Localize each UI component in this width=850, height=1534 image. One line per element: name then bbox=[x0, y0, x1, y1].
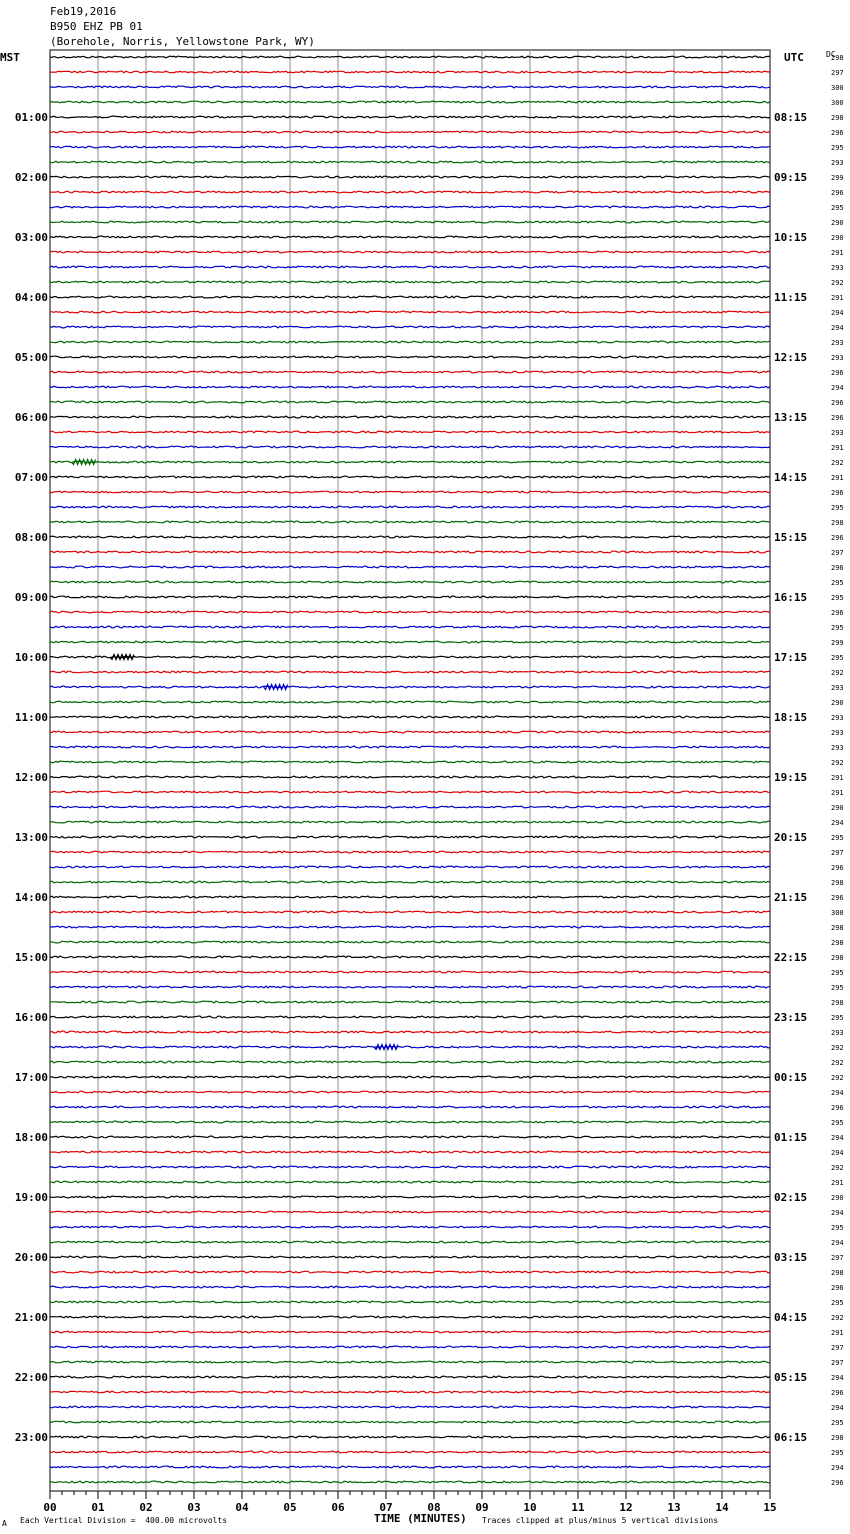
trace-line bbox=[50, 986, 770, 988]
trace-line bbox=[50, 1061, 770, 1063]
trace-line bbox=[50, 311, 770, 313]
dc-offset-label: 295 bbox=[831, 1419, 844, 1427]
right-hour-label: 14:15 bbox=[774, 471, 808, 484]
right-hour-label: 22:15 bbox=[774, 951, 808, 964]
trace-line bbox=[50, 1286, 770, 1288]
dc-offset-label: 294 bbox=[831, 309, 844, 317]
dc-offset-label: 293 bbox=[831, 1029, 844, 1037]
x-tick-label: 02 bbox=[139, 1501, 153, 1514]
trace-line bbox=[50, 926, 770, 928]
trace-line bbox=[50, 386, 770, 388]
dc-offset-label: 291 bbox=[831, 789, 844, 797]
trace-line bbox=[50, 116, 770, 118]
trace-line bbox=[50, 221, 770, 223]
right-hour-label: 21:15 bbox=[774, 891, 808, 904]
dc-offset-label: 298 bbox=[831, 924, 844, 932]
dc-offset-label: 299 bbox=[831, 174, 844, 182]
right-hour-label: 19:15 bbox=[774, 771, 808, 784]
trace-line bbox=[50, 1211, 770, 1213]
trace-line bbox=[50, 1256, 770, 1258]
dc-offset-label: 297 bbox=[831, 849, 844, 857]
dc-offset-label: 290 bbox=[831, 234, 844, 242]
right-hour-label: 08:15 bbox=[774, 111, 808, 124]
left-hour-label: 15:00 bbox=[14, 951, 48, 964]
header-location: (Borehole, Norris, Yellowstone Park, WY) bbox=[50, 35, 315, 48]
dc-offset-label: 290 bbox=[831, 1194, 844, 1202]
right-hour-label: 09:15 bbox=[774, 171, 808, 184]
trace-line bbox=[50, 611, 770, 613]
left-hour-label: 01:00 bbox=[14, 111, 48, 124]
x-tick-label: 07 bbox=[379, 1501, 393, 1514]
trace-line bbox=[50, 1451, 770, 1453]
trace-line bbox=[50, 356, 770, 358]
dc-offset-label: 293 bbox=[831, 429, 844, 437]
dc-offset-label: 294 bbox=[831, 1134, 844, 1142]
dc-offset-label: 298 bbox=[831, 519, 844, 527]
header-station: B950 EHZ PB 01 bbox=[50, 20, 143, 33]
trace-line bbox=[50, 896, 770, 898]
trace-line bbox=[50, 401, 770, 403]
x-tick-label: 01 bbox=[91, 1501, 105, 1514]
dc-offset-label: 297 bbox=[831, 549, 844, 557]
x-tick-label: 10 bbox=[523, 1501, 537, 1514]
dc-offset-label: 296 bbox=[831, 894, 844, 902]
x-tick-label: 00 bbox=[43, 1501, 57, 1514]
x-axis-title: TIME (MINUTES) bbox=[374, 1512, 467, 1525]
x-tick-label: 06 bbox=[331, 1501, 345, 1514]
right-timezone-label: UTC bbox=[784, 51, 804, 64]
dc-offset-label: 295 bbox=[831, 1119, 844, 1127]
dc-offset-label: 292 bbox=[831, 669, 844, 677]
right-hour-label: 04:15 bbox=[774, 1311, 808, 1324]
dc-offset-label: 295 bbox=[831, 1014, 844, 1022]
trace-line bbox=[50, 1031, 770, 1033]
trace-line bbox=[50, 911, 770, 913]
trace-line bbox=[50, 131, 770, 133]
dc-offset-label: 298 bbox=[831, 1269, 844, 1277]
left-hour-label: 06:00 bbox=[14, 411, 48, 424]
dc-offset-label: 298 bbox=[831, 114, 844, 122]
trace-line bbox=[50, 161, 770, 163]
x-tick-label: 03 bbox=[187, 1501, 201, 1514]
dc-offset-label: 295 bbox=[831, 834, 844, 842]
right-hour-label: 10:15 bbox=[774, 231, 808, 244]
dc-offset-label: 295 bbox=[831, 984, 844, 992]
trace-line bbox=[50, 806, 770, 808]
trace-line bbox=[50, 1391, 770, 1393]
left-hour-label: 03:00 bbox=[14, 231, 48, 244]
trace-line bbox=[50, 191, 770, 193]
left-hour-label: 18:00 bbox=[14, 1131, 48, 1144]
trace-line bbox=[50, 431, 770, 433]
dc-offset-label: 296 bbox=[831, 1479, 844, 1487]
trace-line bbox=[50, 1301, 770, 1303]
dc-offset-label: 297 bbox=[831, 1344, 844, 1352]
trace-line bbox=[50, 521, 770, 523]
dc-offset-label: 294 bbox=[831, 1209, 844, 1217]
dc-offset-label: 296 bbox=[831, 864, 844, 872]
trace-line bbox=[50, 1001, 770, 1003]
right-hour-label: 20:15 bbox=[774, 831, 808, 844]
dc-offset-label: 300 bbox=[831, 84, 844, 92]
trace-line bbox=[50, 1151, 770, 1153]
trace-line bbox=[50, 971, 770, 973]
trace-line bbox=[50, 716, 770, 718]
dc-offset-label: 295 bbox=[831, 1224, 844, 1232]
trace-line bbox=[50, 1331, 770, 1333]
dc-offset-label: 295 bbox=[831, 144, 844, 152]
trace-line bbox=[50, 71, 770, 73]
dc-offset-label: 296 bbox=[831, 1284, 844, 1292]
trace-line bbox=[50, 566, 770, 568]
trace-line bbox=[50, 416, 770, 418]
trace-line bbox=[50, 341, 770, 343]
dc-offset-label: 296 bbox=[831, 1389, 844, 1397]
dc-offset-label: 291 bbox=[831, 444, 844, 452]
trace-line bbox=[50, 1316, 770, 1318]
dc-offset-label: 293 bbox=[831, 354, 844, 362]
trace-line bbox=[50, 101, 770, 103]
dc-offset-label: 296 bbox=[831, 534, 844, 542]
dc-offset-label: 293 bbox=[831, 714, 844, 722]
dc-offset-label: 293 bbox=[831, 159, 844, 167]
trace-line bbox=[50, 1046, 770, 1048]
trace-line bbox=[50, 821, 770, 823]
dc-offset-label: 291 bbox=[831, 294, 844, 302]
dc-offset-label: 294 bbox=[831, 819, 844, 827]
right-hour-label: 18:15 bbox=[774, 711, 808, 724]
trace-line bbox=[50, 326, 770, 328]
trace-line bbox=[50, 1226, 770, 1228]
trace-line bbox=[50, 941, 770, 943]
dc-offset-label: 291 bbox=[831, 1179, 844, 1187]
dc-offset-label: 298 bbox=[831, 999, 844, 1007]
dc-offset-label: 295 bbox=[831, 579, 844, 587]
dc-offset-label: 298 bbox=[831, 54, 844, 62]
left-hour-label: 17:00 bbox=[14, 1071, 48, 1084]
trace-line bbox=[50, 1466, 770, 1468]
trace-line bbox=[50, 251, 770, 253]
left-hour-label: 08:00 bbox=[14, 531, 48, 544]
dc-offset-label: 291 bbox=[831, 1329, 844, 1337]
trace-line bbox=[50, 1076, 770, 1078]
right-hour-label: 17:15 bbox=[774, 651, 808, 664]
left-hour-label: 10:00 bbox=[14, 651, 48, 664]
left-hour-label: 13:00 bbox=[14, 831, 48, 844]
dc-offset-label: 297 bbox=[831, 1254, 844, 1262]
right-hour-label: 16:15 bbox=[774, 591, 808, 604]
dc-offset-label: 291 bbox=[831, 249, 844, 257]
dc-offset-label: 295 bbox=[831, 504, 844, 512]
x-tick-label: 08 bbox=[427, 1501, 441, 1514]
dc-offset-label: 290 bbox=[831, 699, 844, 707]
trace-line bbox=[50, 1361, 770, 1363]
right-hour-label: 05:15 bbox=[774, 1371, 808, 1384]
trace-line bbox=[50, 536, 770, 538]
right-hour-label: 11:15 bbox=[774, 291, 808, 304]
dc-offset-label: 292 bbox=[831, 1044, 844, 1052]
event-wiggle bbox=[110, 655, 134, 660]
trace-line bbox=[50, 851, 770, 853]
dc-offset-label: 295 bbox=[831, 1449, 844, 1457]
trace-line bbox=[50, 581, 770, 583]
trace-line bbox=[50, 1436, 770, 1438]
trace-line bbox=[50, 701, 770, 703]
trace-line bbox=[50, 551, 770, 553]
dc-offset-label: 298 bbox=[831, 939, 844, 947]
dc-offset-label: 294 bbox=[831, 1089, 844, 1097]
trace-line bbox=[50, 1091, 770, 1093]
trace-line bbox=[50, 686, 770, 688]
left-hour-label: 05:00 bbox=[14, 351, 48, 364]
dc-offset-label: 296 bbox=[831, 414, 844, 422]
dc-offset-label: 292 bbox=[831, 459, 844, 467]
dc-offset-label: 293 bbox=[831, 339, 844, 347]
dc-column-label: DC bbox=[826, 50, 836, 59]
trace-line bbox=[50, 176, 770, 178]
right-hour-label: 01:15 bbox=[774, 1131, 808, 1144]
trace-line bbox=[50, 446, 770, 448]
trace-line bbox=[50, 866, 770, 868]
x-tick-label: 09 bbox=[475, 1501, 489, 1514]
dc-offset-label: 297 bbox=[831, 69, 844, 77]
dc-offset-label: 292 bbox=[831, 1059, 844, 1067]
x-tick-label: 12 bbox=[619, 1501, 633, 1514]
dc-offset-label: 293 bbox=[831, 744, 844, 752]
dc-offset-label: 297 bbox=[831, 1359, 844, 1367]
left-hour-label: 09:00 bbox=[14, 591, 48, 604]
left-hour-label: 07:00 bbox=[14, 471, 48, 484]
trace-line bbox=[50, 746, 770, 748]
trace-line bbox=[50, 671, 770, 673]
left-hour-label: 04:00 bbox=[14, 291, 48, 304]
dc-offset-label: 292 bbox=[831, 1314, 844, 1322]
trace-line bbox=[50, 626, 770, 628]
x-tick-label: 15 bbox=[763, 1501, 777, 1514]
trace-line bbox=[50, 491, 770, 493]
trace-line bbox=[50, 1376, 770, 1378]
dc-offset-label: 295 bbox=[831, 969, 844, 977]
dc-offset-label: 296 bbox=[831, 399, 844, 407]
dc-offset-label: 295 bbox=[831, 1299, 844, 1307]
left-hour-label: 11:00 bbox=[14, 711, 48, 724]
dc-offset-label: 292 bbox=[831, 759, 844, 767]
trace-line bbox=[50, 1136, 770, 1138]
right-hour-label: 13:15 bbox=[774, 411, 808, 424]
trace-line bbox=[50, 86, 770, 88]
dc-offset-label: 299 bbox=[831, 639, 844, 647]
trace-line bbox=[50, 1181, 770, 1183]
dc-offset-label: 292 bbox=[831, 279, 844, 287]
trace-line bbox=[50, 596, 770, 598]
dc-offset-label: 294 bbox=[831, 1149, 844, 1157]
trace-line bbox=[50, 1121, 770, 1123]
trace-line bbox=[50, 1016, 770, 1018]
dc-offset-label: 300 bbox=[831, 909, 844, 917]
trace-line bbox=[50, 956, 770, 958]
trace-line bbox=[50, 56, 770, 58]
trace-line bbox=[50, 836, 770, 838]
trace-line bbox=[50, 1421, 770, 1423]
trace-line bbox=[50, 656, 770, 658]
trace-line bbox=[50, 206, 770, 208]
trace-line bbox=[50, 1481, 770, 1483]
dc-offset-label: 298 bbox=[831, 954, 844, 962]
dc-offset-label: 295 bbox=[831, 624, 844, 632]
dc-offset-label: 296 bbox=[831, 609, 844, 617]
x-tick-label: 04 bbox=[235, 1501, 249, 1514]
dc-offset-label: 296 bbox=[831, 1104, 844, 1112]
x-tick-label: 11 bbox=[571, 1501, 585, 1514]
footer-scale-note: Each Vertical Division = 400.00 microvolts bbox=[20, 1516, 228, 1525]
x-tick-label: 13 bbox=[667, 1501, 681, 1514]
trace-line bbox=[50, 461, 770, 463]
dc-offset-label: 293 bbox=[831, 684, 844, 692]
dc-offset-label: 294 bbox=[831, 1464, 844, 1472]
dc-offset-label: 294 bbox=[831, 1404, 844, 1412]
dc-offset-label: 296 bbox=[831, 189, 844, 197]
trace-line bbox=[50, 791, 770, 793]
dc-offset-label: 293 bbox=[831, 729, 844, 737]
trace-line bbox=[50, 761, 770, 763]
dc-offset-label: 300 bbox=[831, 99, 844, 107]
trace-line bbox=[50, 641, 770, 643]
trace-line bbox=[50, 236, 770, 238]
trace-line bbox=[50, 281, 770, 283]
trace-line bbox=[50, 1406, 770, 1408]
trace-line bbox=[50, 146, 770, 148]
left-hour-label: 12:00 bbox=[14, 771, 48, 784]
dc-offset-label: 296 bbox=[831, 489, 844, 497]
dc-offset-label: 291 bbox=[831, 474, 844, 482]
dc-offset-label: 295 bbox=[831, 654, 844, 662]
trace-line bbox=[50, 881, 770, 883]
event-wiggle bbox=[72, 460, 96, 465]
dc-offset-label: 298 bbox=[831, 879, 844, 887]
trace-line bbox=[50, 506, 770, 508]
trace-line bbox=[50, 371, 770, 373]
right-hour-label: 03:15 bbox=[774, 1251, 808, 1264]
left-timezone-label: MST bbox=[0, 51, 20, 64]
left-hour-label: 21:00 bbox=[14, 1311, 48, 1324]
dc-offset-label: 294 bbox=[831, 1374, 844, 1382]
trace-line bbox=[50, 1166, 770, 1168]
right-hour-label: 06:15 bbox=[774, 1431, 808, 1444]
left-hour-label: 16:00 bbox=[14, 1011, 48, 1024]
dc-offset-label: 292 bbox=[831, 1074, 844, 1082]
right-hour-label: 00:15 bbox=[774, 1071, 808, 1084]
dc-offset-label: 291 bbox=[831, 774, 844, 782]
right-hour-label: 12:15 bbox=[774, 351, 808, 364]
trace-line bbox=[50, 296, 770, 298]
x-tick-label: 05 bbox=[283, 1501, 297, 1514]
dc-offset-label: 292 bbox=[831, 1164, 844, 1172]
dc-offset-label: 290 bbox=[831, 219, 844, 227]
footer-marker: A bbox=[2, 1519, 7, 1528]
dc-offset-label: 295 bbox=[831, 204, 844, 212]
dc-offset-label: 296 bbox=[831, 564, 844, 572]
trace-line bbox=[50, 1196, 770, 1198]
footer-clip-note: Traces clipped at plus/minus 5 vertical divisions bbox=[482, 1516, 719, 1525]
trace-line bbox=[50, 1271, 770, 1273]
left-hour-label: 19:00 bbox=[14, 1191, 48, 1204]
x-tick-label: 14 bbox=[715, 1501, 729, 1514]
trace-line bbox=[50, 476, 770, 478]
dc-offset-label: 296 bbox=[831, 129, 844, 137]
dc-offset-label: 296 bbox=[831, 369, 844, 377]
trace-line bbox=[50, 731, 770, 733]
left-hour-label: 14:00 bbox=[14, 891, 48, 904]
right-hour-label: 15:15 bbox=[774, 531, 808, 544]
right-hour-label: 23:15 bbox=[774, 1011, 808, 1024]
left-hour-label: 23:00 bbox=[14, 1431, 48, 1444]
right-hour-label: 02:15 bbox=[774, 1191, 808, 1204]
left-hour-label: 02:00 bbox=[14, 171, 48, 184]
dc-offset-label: 294 bbox=[831, 384, 844, 392]
left-hour-label: 20:00 bbox=[14, 1251, 48, 1264]
dc-offset-label: 290 bbox=[831, 804, 844, 812]
dc-offset-label: 298 bbox=[831, 1434, 844, 1442]
trace-line bbox=[50, 1106, 770, 1108]
trace-line bbox=[50, 1241, 770, 1243]
dc-offset-label: 295 bbox=[831, 594, 844, 602]
trace-line bbox=[50, 776, 770, 778]
dc-offset-label: 293 bbox=[831, 264, 844, 272]
left-hour-label: 22:00 bbox=[14, 1371, 48, 1384]
dc-offset-label: 294 bbox=[831, 1239, 844, 1247]
dc-offset-label: 294 bbox=[831, 324, 844, 332]
header-date: Feb19,2016 bbox=[50, 5, 117, 18]
trace-line bbox=[50, 266, 770, 268]
trace-line bbox=[50, 1346, 770, 1348]
